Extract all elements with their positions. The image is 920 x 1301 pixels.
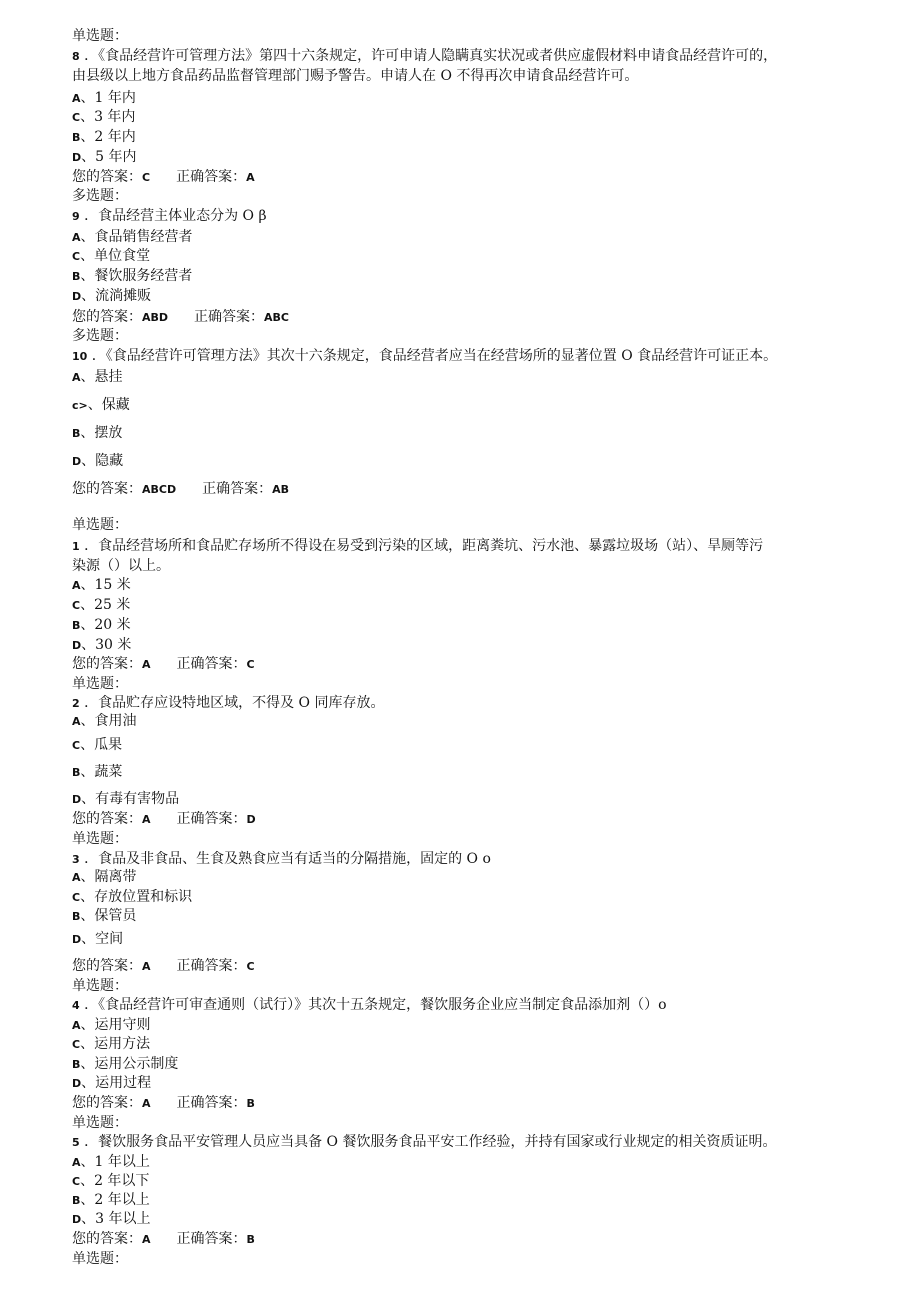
question-text: ．食品及非食品、生食及熟食应当有适当的分隔措施，固定的 O o <box>84 851 491 867</box>
option-text: 2 年以上 <box>94 1192 150 1208</box>
answer-option: A、15 米 <box>72 577 131 593</box>
your-answer-value: A <box>142 1097 151 1110</box>
question-text: ．食品经营主体业态分为 O β <box>84 208 267 224</box>
your-answer-label: 您的答案： <box>72 309 142 325</box>
correct-answer-value: B <box>246 1097 255 1110</box>
answer-option: D、隐藏 <box>72 453 124 469</box>
answer-option: B、摆放 <box>72 425 123 441</box>
question-number: 10 <box>72 350 88 363</box>
question-type-label: 多选题： <box>72 188 128 204</box>
question-number: 5 <box>72 1136 80 1149</box>
correct-answer-value: A <box>246 171 255 184</box>
question-stem <box>72 1133 776 1152</box>
question-stem <box>72 694 385 713</box>
option-letter: C <box>72 891 81 904</box>
question-type-label: 单选题： <box>72 831 128 847</box>
option-letter: D <box>72 639 82 652</box>
correct-answer-label: 正确答案： <box>176 1095 247 1111</box>
your-answer-value: A <box>142 1233 151 1246</box>
question-text: ．食品经营场所和食品贮存场所不得设在易受到污染的区域，距离粪坑、污水池、暴露垃圾场（站）、旱厕等污 <box>84 538 764 554</box>
answer-option: D、5 年内 <box>72 149 137 165</box>
answer-option: A、悬挂 <box>72 369 123 385</box>
correct-answer-label: 正确答案： <box>176 958 247 974</box>
answer-option: D、空间 <box>72 931 124 947</box>
your-answer-value: ABCD <box>142 483 177 496</box>
question-type-label: 单选题： <box>72 676 128 692</box>
option-text: 2 年内 <box>94 129 136 145</box>
answer-option: D、运用过程 <box>72 1075 152 1091</box>
answer-result <box>72 655 255 674</box>
option-text: 悬挂 <box>94 369 123 385</box>
option-letter: B <box>72 1058 81 1071</box>
question-text: ．食品贮存应设特地区域，不得及 O 同库存放。 <box>84 695 385 711</box>
correct-answer-label: 正确答案： <box>176 1231 247 1247</box>
question-stem <box>72 850 491 869</box>
answer-result <box>72 480 289 499</box>
correct-answer-value: C <box>246 960 255 973</box>
option-letter: B <box>72 766 81 779</box>
correct-answer-label: 正确答案： <box>176 169 247 185</box>
answer-result <box>72 1094 255 1113</box>
answer-option: C、瓜果 <box>72 737 123 753</box>
option-text: 空间 <box>95 931 124 947</box>
option-letter: c> <box>72 399 88 412</box>
question-type-label: 多选题： <box>72 328 128 344</box>
question-type-label: 单选题： <box>72 1251 128 1267</box>
option-letter: B <box>72 910 81 923</box>
your-answer-value: ABD <box>142 311 169 324</box>
question-stem <box>72 207 267 226</box>
option-letter: B <box>72 427 81 440</box>
correct-answer-value: C <box>246 658 255 671</box>
question-stem <box>72 996 667 1015</box>
option-text: 保管员 <box>94 908 137 924</box>
correct-answer-value: D <box>246 813 256 826</box>
option-letter: D <box>72 455 82 468</box>
answer-option: C、3 年内 <box>72 109 136 125</box>
question-type-label: 单选题： <box>72 28 128 44</box>
your-answer-value: A <box>142 813 151 826</box>
option-letter: A <box>72 1019 81 1032</box>
correct-answer-label: 正确答案： <box>176 656 247 672</box>
option-text: 5 年内 <box>95 149 137 165</box>
your-answer-label: 您的答案： <box>72 169 142 185</box>
your-answer-label: 您的答案： <box>72 958 142 974</box>
option-letter: B <box>72 270 81 283</box>
option-letter: D <box>72 933 82 946</box>
correct-answer-value: AB <box>272 483 290 496</box>
question-text: ．《食品经营许可审查通则（试行）》其次十五条规定，餐饮服务企业应当制定食品添加剂（）o <box>84 997 667 1013</box>
answer-option: B、2 年以上 <box>72 1192 150 1208</box>
answer-result <box>72 810 256 829</box>
option-text: 隐藏 <box>95 453 124 469</box>
option-text: 3 年以上 <box>95 1211 151 1227</box>
option-letter: B <box>72 619 81 632</box>
answer-option: C、2 年以下 <box>72 1173 150 1189</box>
option-letter: D <box>72 1213 82 1226</box>
answer-option: B、20 米 <box>72 617 131 633</box>
correct-answer-label: 正确答案： <box>202 481 273 497</box>
answer-option: B、蔬菜 <box>72 764 123 780</box>
answer-option: C、存放位置和标识 <box>72 889 193 905</box>
answer-option: A、食品销售经营者 <box>72 229 193 245</box>
option-text: 保藏 <box>101 397 130 413</box>
question-number: 1 <box>72 540 80 553</box>
option-text: 蔬菜 <box>94 764 123 780</box>
answer-option: B、运用公示制度 <box>72 1056 179 1072</box>
answer-option: C、运用方法 <box>72 1036 151 1052</box>
option-letter: A <box>72 579 81 592</box>
your-answer-label: 您的答案： <box>72 811 142 827</box>
answer-option: B、保管员 <box>72 908 137 924</box>
answer-option: B、餐饮服务经营者 <box>72 268 193 284</box>
answer-result <box>72 1230 255 1249</box>
option-letter: A <box>72 1156 81 1169</box>
option-text: 1 年内 <box>94 90 136 106</box>
question-stem <box>72 537 763 556</box>
option-letter: C <box>72 1038 81 1051</box>
correct-answer-label: 正确答案： <box>176 811 247 827</box>
option-text: 运用过程 <box>95 1075 152 1091</box>
question-type-label: 单选题： <box>72 978 128 994</box>
answer-result <box>72 168 255 187</box>
option-letter: D <box>72 151 82 164</box>
option-text: 运用方法 <box>94 1036 151 1052</box>
option-text: 2 年以下 <box>94 1173 150 1189</box>
question-number: 4 <box>72 999 80 1012</box>
option-letter: B <box>72 1194 81 1207</box>
option-letter: D <box>72 1077 82 1090</box>
answer-option: C、单位食堂 <box>72 248 151 264</box>
your-answer-value: A <box>142 960 151 973</box>
option-text: 15 米 <box>94 577 131 593</box>
correct-answer-value: ABC <box>264 311 290 324</box>
correct-answer-label: 正确答案： <box>194 309 265 325</box>
question-text-continued: 由县级以上地方食品药品监督管理部门赐予警告。申请人在 O 不得再次申请食品经营许可。 <box>72 68 639 84</box>
question-text-continued: 染源（）以上。 <box>72 558 170 574</box>
question-text: ．餐饮服务食品平安管理人员应当具备 O 餐饮服务食品平安工作经验，并持有国家或行业规定的相关资质证明。 <box>84 1134 777 1150</box>
answer-option: C、25 米 <box>72 597 131 613</box>
answer-option: A、运用守则 <box>72 1017 151 1033</box>
option-text: 瓜果 <box>94 737 123 753</box>
answer-option: c>、保藏 <box>72 397 130 413</box>
option-text: 食品销售经营者 <box>94 229 193 245</box>
your-answer-label: 您的答案： <box>72 481 142 497</box>
answer-option: A、1 年内 <box>72 90 136 106</box>
option-text: 20 米 <box>94 617 131 633</box>
option-letter: C <box>72 1175 81 1188</box>
option-text: 摆放 <box>94 425 123 441</box>
answer-option: D、有毒有害物品 <box>72 791 180 807</box>
option-text: 运用公示制度 <box>94 1056 179 1072</box>
option-text: 1 年以上 <box>94 1154 150 1170</box>
answer-result <box>72 957 255 976</box>
your-answer-value: C <box>142 171 151 184</box>
your-answer-label: 您的答案： <box>72 1095 142 1111</box>
question-stem <box>72 347 777 366</box>
option-letter: A <box>72 871 81 884</box>
answer-option: A、隔离带 <box>72 869 137 885</box>
answer-option: B、2 年内 <box>72 129 136 145</box>
question-stem <box>72 47 777 66</box>
option-text: 有毒有害物品 <box>95 791 180 807</box>
option-text: 存放位置和标识 <box>94 889 193 905</box>
option-letter: B <box>72 131 81 144</box>
option-letter: C <box>72 599 81 612</box>
option-text: 3 年内 <box>94 109 136 125</box>
option-letter: C <box>72 739 81 752</box>
option-letter: C <box>72 111 81 124</box>
option-letter: A <box>72 92 81 105</box>
option-letter: A <box>72 371 81 384</box>
your-answer-label: 您的答案： <box>72 656 142 672</box>
option-text: 运用守则 <box>94 1017 151 1033</box>
question-text: ．《食品经营许可管理方法》第四十六条规定，许可申请人隐瞒真实状况或者供应虚假材料申请食品经营许可的， <box>84 48 778 64</box>
question-type-label: 单选题： <box>72 1115 128 1131</box>
option-text: 流淌摊贩 <box>95 288 152 304</box>
your-answer-label: 您的答案： <box>72 1231 142 1247</box>
option-letter: A <box>72 715 81 728</box>
question-number: 9 <box>72 210 80 223</box>
answer-option: D、流淌摊贩 <box>72 288 152 304</box>
option-text: 食用油 <box>94 713 137 729</box>
option-text: 25 米 <box>94 597 131 613</box>
option-text: 单位食堂 <box>94 248 151 264</box>
option-text: 餐饮服务经营者 <box>94 268 193 284</box>
your-answer-value: A <box>142 658 151 671</box>
option-text: 30 米 <box>95 637 132 653</box>
correct-answer-value: B <box>246 1233 255 1246</box>
option-letter: A <box>72 231 81 244</box>
question-text: ．《食品经营许可管理方法》其次十六条规定，食品经营者应当在经营场所的显著位置 O 食品经营许可证正本。 <box>91 348 778 364</box>
answer-option: A、食用油 <box>72 713 137 729</box>
option-letter: C <box>72 250 81 263</box>
answer-option: D、3 年以上 <box>72 1211 151 1227</box>
answer-option: D、30 米 <box>72 637 132 653</box>
answer-option: A、1 年以上 <box>72 1154 150 1170</box>
question-type-label: 单选题： <box>72 517 128 533</box>
answer-result <box>72 308 289 327</box>
question-number: 3 <box>72 853 80 866</box>
option-letter: D <box>72 290 82 303</box>
question-number: 2 <box>72 697 80 710</box>
option-text: 隔离带 <box>94 869 137 885</box>
question-number: 8 <box>72 50 80 63</box>
option-letter: D <box>72 793 82 806</box>
